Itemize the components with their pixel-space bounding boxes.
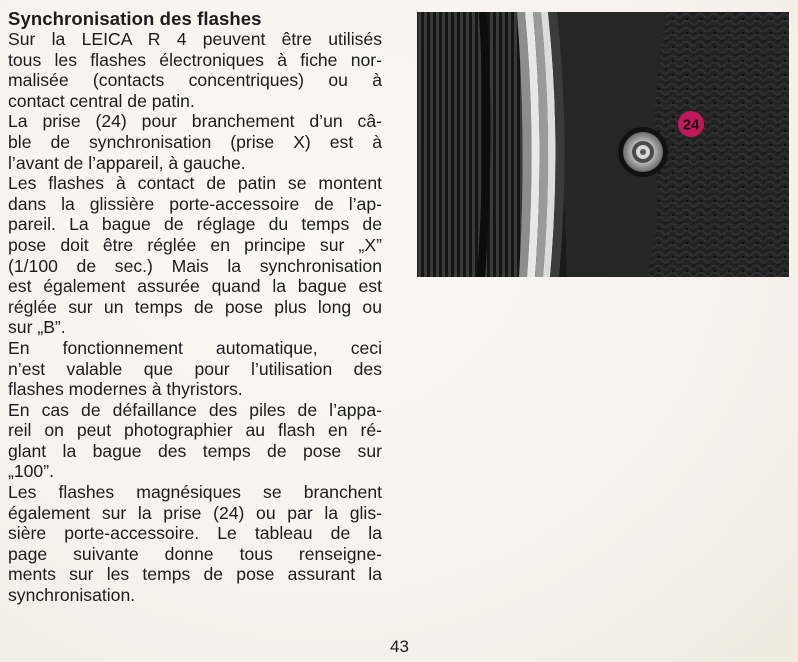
- text-line: page suivante donne tous renseigne-: [8, 543, 382, 564]
- lens-knurled-ring: [417, 12, 483, 277]
- text-line: pose doit être réglée en principe sur „X”: [8, 234, 382, 255]
- paragraph-4: [8, 338, 382, 400]
- paragraph-6: [8, 482, 382, 606]
- text-line: ble de synchronisation (prise X) est à: [8, 131, 382, 152]
- text-line: sière porte-accessoire. Le tableau de la: [8, 523, 382, 544]
- text-column: [8, 8, 382, 606]
- text-line: réglée sur un temps de pose plus long ou: [8, 296, 382, 317]
- text-line: sur „B”.: [8, 317, 66, 338]
- text-line: ments sur les temps de pose assurant la: [8, 564, 382, 585]
- text-line: reil on peut photographier au flash en ré-: [8, 420, 382, 441]
- section-heading: Synchronisation des flashes: [8, 8, 262, 29]
- text-line: pareil. La bague de réglage du temps de: [8, 214, 382, 235]
- text-line: En cas de défaillance des piles de l’appa-: [8, 399, 382, 420]
- leather-covering: [647, 12, 789, 277]
- text-line: synchronisation.: [8, 585, 136, 606]
- text-line: dans la glissière porte-accessoire de l’ap-: [8, 193, 382, 214]
- text-line: (1/100 de sec.) Mais la synchronisation: [8, 255, 382, 276]
- paragraph-1: [8, 29, 382, 111]
- text-line: La prise (24) pour branchement d’un câ-: [8, 111, 382, 132]
- paragraph-5: [8, 400, 382, 482]
- text-line: „100”.: [8, 461, 54, 482]
- text-line: En fonctionnement automatique, ceci: [8, 337, 382, 358]
- text-line: flashes modernes à thyristors.: [8, 379, 243, 400]
- text-line: malisée (contacts concentriques) ou à: [8, 70, 382, 91]
- callout-badge: [678, 111, 704, 137]
- text-line: glant la bague des temps de pose sur: [8, 440, 382, 461]
- camera-photo: [417, 12, 789, 277]
- text-line: Les flashes magnésiques se branchent: [8, 482, 382, 503]
- text-line: également sur la prise (24) ou par la glis-: [8, 502, 382, 523]
- text-line: est également assurée quand la bague est: [8, 276, 382, 297]
- page-number: 43: [390, 637, 409, 656]
- callout-label: 24: [682, 116, 700, 134]
- text-line: Sur la LEICA R 4 peuvent être utilisés: [8, 29, 382, 49]
- paragraph-2: [8, 111, 382, 173]
- paragraph-3: [8, 173, 382, 338]
- text-line: Les flashes à contact de patin se montent: [8, 173, 382, 194]
- camera-photo-illustration: [417, 12, 789, 277]
- flash-sync-socket: [618, 127, 668, 177]
- text-line: contact central de patin.: [8, 90, 195, 111]
- text-line: n’est valable que pour l’utilisation des: [8, 358, 382, 379]
- text-line: l’avant de l’appareil, à gauche.: [8, 152, 246, 173]
- text-line: tous les flashes électroniques à fiche nor-: [8, 49, 382, 70]
